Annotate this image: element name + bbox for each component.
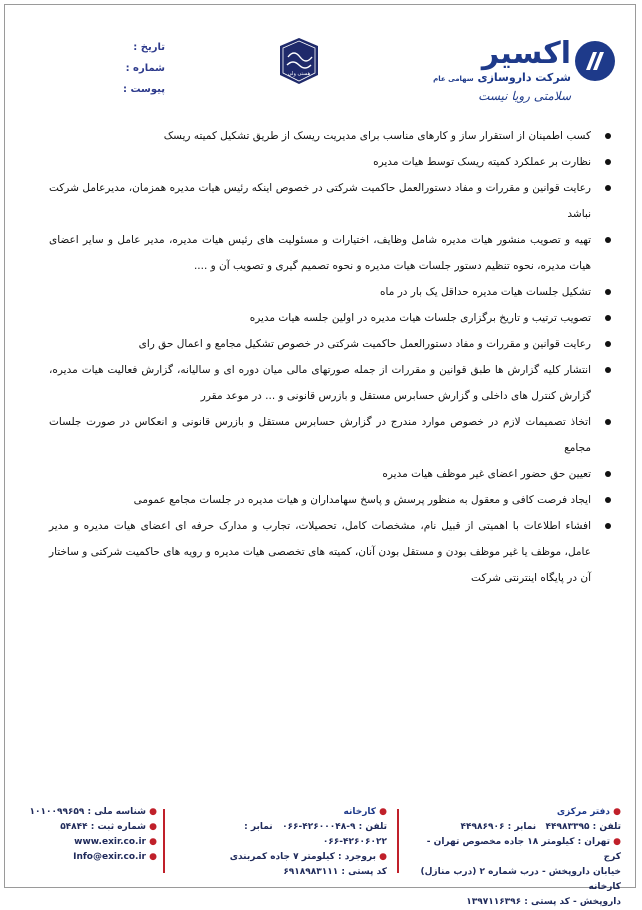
bullet-icon	[605, 237, 611, 243]
factory-address-2: کد پستی : ۶۹۱۸۹۸۳۱۱۱	[283, 867, 387, 877]
letter-page	[4, 4, 636, 907]
bullet-icon	[605, 419, 611, 425]
footer-factory	[177, 805, 387, 880]
date-label: تاریخ :	[133, 42, 165, 53]
factory-contact: تلفن : ۹-۴۲۶۰۰۰۴۸-۰۶۶ نمابر : ۴۲۶۰۶۰۲۲-۰۶۶	[244, 822, 387, 847]
bullet-icon	[605, 315, 611, 321]
bullet-icon	[605, 497, 611, 503]
list-item-text: رعایت قوانین و مقررات و مفاد دستورالعمل حاکمیت شرکتی در خصوص تشکیل مجامع و اعمال حق رای	[138, 338, 591, 350]
footer-ids	[17, 805, 157, 865]
hq-address-3: داروپخش - کد پستی : ۱۳۹۷۱۱۶۳۹۶	[466, 897, 621, 907]
list-item-text: تهیه و تصویب منشور هیات مدیره شامل وظایف، اختیارات و مسئولیت های رئیس هیات مدیره، مدیر عامل و سایر اعضای هیات مدیره، نحوه تنظیم دستور جلسات هیات مدیره و نحوه تصمیم گیری و تصویب آن و ....	[49, 234, 591, 272]
bullet-icon	[605, 471, 611, 477]
hq-address-2: خیابان داروپخش - درب شماره ۲ (درب منازل) کارخانه	[420, 867, 621, 892]
registration-number: ● شماره ثبت : ۵۴۸۴۴	[60, 822, 157, 832]
list-item-text: کسب اطمینان از استقرار ساز و کارهای مناسب برای مدیریت ریسک از طریق تشکیل کمیته ریسک	[163, 130, 591, 142]
list-item	[49, 149, 617, 175]
bullet-icon	[605, 523, 611, 529]
footer-hq	[411, 805, 621, 910]
list-item-text: انتشار کلیه گزارش ها طبق قوانین و مقررات از جمله صورتهای مالی میان دوره ای و سالیانه، گزارش فعالیت هیات مدیره، گزارش کنترل های داخلی و گزارش حسابرس مستقل و بازرس قانونی و ... در موعد مقرر	[49, 364, 591, 402]
bullet-icon	[605, 289, 611, 295]
list-item	[49, 461, 617, 487]
list-item	[49, 279, 617, 305]
list-item-text: اتخاذ تصمیمات لازم در خصوص موارد مندرج در گزارش حسابرس مستقل و بازرس قانونی و انعکاس در صورت جلسات مجامع	[49, 416, 591, 454]
list-item-text: نظارت بر عملکرد کمیته ریسک توسط هیات مدیره	[373, 156, 591, 168]
list-item	[49, 227, 617, 279]
list-item	[49, 487, 617, 513]
company-slogan: سلامتی رویا نیست	[478, 89, 571, 103]
duties-list	[49, 123, 617, 591]
footer-divider	[397, 809, 399, 873]
list-item	[49, 409, 617, 461]
company-logo	[415, 36, 615, 103]
bullet-icon	[605, 159, 611, 165]
company-label: شرکت داروسازی	[477, 71, 571, 84]
letter-footer	[11, 805, 639, 907]
hq-title: ● دفتر مرکزی	[556, 807, 621, 817]
brand-name: اکسیر	[481, 36, 571, 71]
list-item	[49, 305, 617, 331]
hq-address-1: ● تهران : کیلومتر ۱۸ جاده مخصوص تهران - کرج	[426, 837, 621, 862]
list-item-text: ایجاد فرصت کافی و معقول به منظور پرسش و پاسخ سهامداران و هیات مدیره در جلسات مجامع عمومی	[133, 494, 591, 506]
national-id: ● شناسه ملی : ۱۰۱۰۰۹۹۶۵۹	[29, 807, 157, 817]
bullet-icon	[605, 133, 611, 139]
list-item-text: تشکیل جلسات هیات مدیره حداقل یک بار در ماه	[380, 286, 591, 298]
website-link[interactable]: ● www.exir.co.ir	[74, 837, 157, 847]
exir-logo-icon	[575, 41, 615, 81]
company-name	[433, 71, 571, 84]
list-item-text: تعیین حق حضور اعضای غیر موظف هیات مدیره	[382, 468, 591, 480]
factory-address-1: ● بروجرد : کیلومتر ۷ جاده کمربندی	[229, 852, 387, 862]
list-item	[49, 513, 617, 591]
list-item	[49, 123, 617, 149]
factory-title: ● کارخانه	[343, 807, 387, 817]
list-item	[49, 357, 617, 409]
email-link[interactable]: ● Info@exir.co.ir	[73, 852, 157, 862]
bullet-icon	[605, 367, 611, 373]
list-item	[49, 175, 617, 227]
list-item-text: رعایت قوانین و مقررات و مفاد دستورالعمل حاکمیت شرکتی در خصوص اینکه رئیس هیات مدیره همزمان، مدیرعامل شرکت نباشد	[49, 182, 591, 220]
bullet-icon	[605, 341, 611, 347]
bullet-icon	[605, 185, 611, 191]
letter-meta	[105, 37, 165, 100]
seal-text: هستی ولی	[287, 71, 311, 77]
list-item-text: تصویب ترتیب و تاریخ برگزاری جلسات هیات مدیره در اولین جلسه هیات مدیره	[249, 312, 591, 324]
hq-contact: تلفن : ۴۴۹۸۳۳۹۵ نمابر : ۴۴۹۸۶۹۰۶	[460, 822, 621, 832]
calligraphy-seal-icon	[278, 37, 320, 85]
footer-divider	[163, 809, 165, 873]
list-item-text: افشاء اطلاعات با اهمیتی از قبیل نام، مشخصات کامل، تحصیلات، تجارب و مدارک حرفه ای اعضای هیات مدیره و مدیر عامل، موظف یا غیر موظف بودن و مستقل بودن آنان، کمیته های تخصصی هیات مدیره و رویه های حاکمیت شرکتی و ساختار آن در پایگاه اینترنتی شرکت	[49, 520, 591, 584]
attachment-label: پیوست :	[122, 84, 165, 95]
company-suffix: سهامی عام	[433, 75, 474, 83]
list-item	[49, 331, 617, 357]
number-label: شماره :	[125, 63, 165, 74]
